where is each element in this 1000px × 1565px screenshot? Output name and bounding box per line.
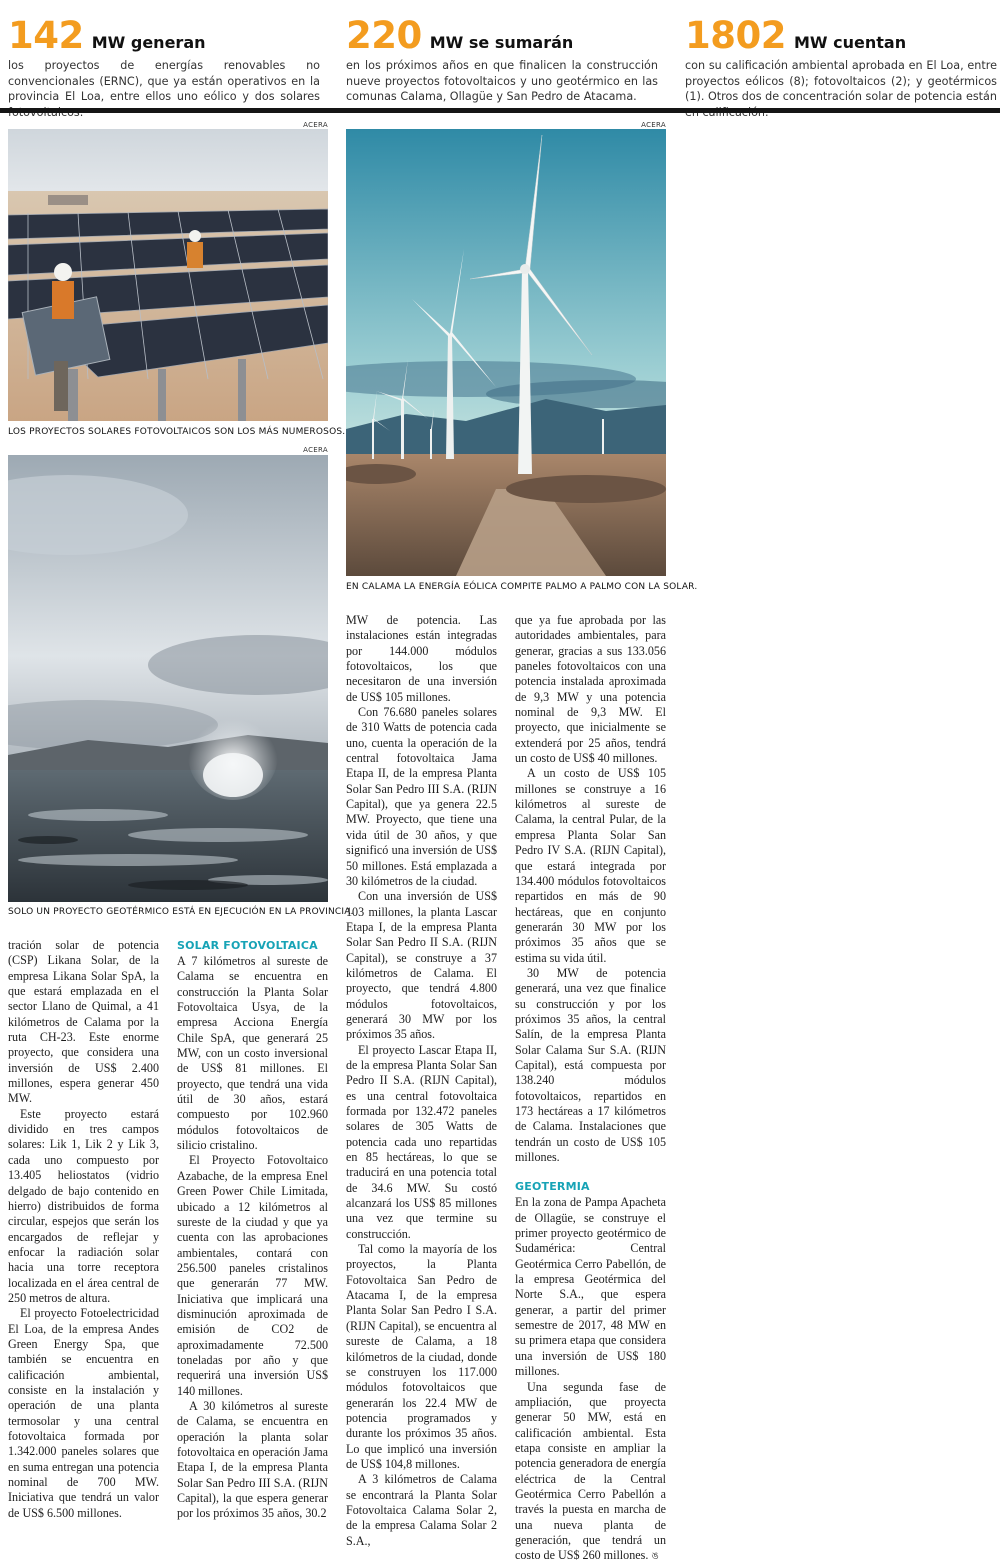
end-mark-icon: ঙ <box>651 1551 659 1563</box>
paragraph: Este proyecto estará dividido en tres campos solares: Lik 1, Lik 2 y Lik 3, cada uno compuesto por 13.405 heliostatos (vidrio delgado de bajo contenido en hierro) distribuidos de forma circular, espejos que serán los encargados de reflejar y enfocar la radiación solar hacia una torre receptora localizada en el área central de 250 metros de altura. <box>8 1106 159 1305</box>
photo-caption: LOS PROYECTOS SOLARES FOTOVOLTAICOS SON LOS MÁS NUMEROSOS. <box>8 427 346 437</box>
paragraph: que ya fue aprobada por las autoridades ambientales, para generar, gracias a sus 133.056 paneles fotovoltaicos con una potencia instalada aproximada de 9,3 MW y una potencia nominal de 9,3 MW. El proyecto, que inicialmente se extenderá por 25 años, tendrá un costo de US$ 40 millones. <box>515 613 666 766</box>
paragraph: A 7 kilómetros al sureste de Calama se encuentra en construcción la Planta Solar Fotovoltaica Usya, de la empresa Acciona Energía Chile SpA, que generará 25 MW, con un costo inversional de US$ 81 millones. El proyecto, que tendrá una vida útil de 30 años, estará compuesto por 102.960 módulos fotovoltaicos de silicio cristalino. <box>177 954 328 1153</box>
paragraph: A 30 kilómetros al sureste de Calama, se encuentra en operación la planta solar fotovoltaica en operación Jama Etapa I, de la empresa Planta Solar San Pedro III S.A. (RIJN Capital), la que espera generar por los próximos 35 años, 30.2 <box>177 1398 328 1521</box>
paragraph: A 3 kilómetros de Calama se encontrará la Planta Solar Fotovoltaica Calama Solar 2, de la empresa Calama Solar 2 S.A., <box>346 1472 497 1548</box>
stat-description: en los próximos años en que finalicen la construcción nueve proyectos fotovoltaicos y uno geotérmico en las comunas Calama, Ollagüe y San Pedro de Atacama. <box>346 59 658 103</box>
stat-number: 1802 <box>685 14 786 57</box>
photo-caption: SOLO UN PROYECTO GEOTÉRMICO ESTÁ EN EJECUCIÓN EN LA PROVINCIA. <box>8 907 354 917</box>
paragraph: El proyecto Lascar Etapa II, de la empresa Planta Solar San Pedro II S.A. (RIJN Capital), es una central fotovoltaica formada por 132.472 paneles solares de 305 Watts de potencia cada uno repartidas en 85 hectáreas, lo que se traducirá en una potencia total de 34.6 MW. Su costó alcanzará los US$ 85 millones una vez que termine su construcción. <box>346 1042 497 1241</box>
paragraph: El proyecto Fotoelectricidad El Loa, de la empresa Andes Green Energy Spa, que también se encuentra en calificación ambiental, consiste en la instalación y operación de una planta termosolar y una central fotovoltaica formada por 1.342.000 paneles solares que en suma entregan una potencia nominal de 700 MW. Iniciativa que tendrá un valor de US$ 6.500 millones. <box>8 1306 159 1520</box>
geyser-photo <box>8 455 328 902</box>
stat-number: 220 <box>346 14 422 57</box>
stat-block-3 <box>685 14 997 120</box>
photo-caption: EN CALAMA LA ENERGÍA EÓLICA COMPITE PALMO A PALMO CON LA SOLAR. <box>346 582 698 592</box>
paragraph <box>515 1380 666 1565</box>
photo-credit: ACERA <box>303 121 328 129</box>
stat-label: MW generan <box>91 33 206 52</box>
paragraph: Con 76.680 paneles solares de 310 Watts de potencia cada uno, cuenta la operación de la central fotovoltaica Jama Etapa II, de la empresa Planta Solar San Pedro III S.A. (RIJN Capital), que ya genera 22.5 MW. Proyecto, que tiene una vida útil de 30 años, y que significó una inversión de US$ 50 millones. Está emplazada a 30 kilómetros de la ciudad. <box>346 705 497 888</box>
stat-label: MW cuentan <box>793 33 907 52</box>
paragraph: Tal como la mayoría de los proyectos, la Planta Fotovoltaica San Pedro de Atacama I, de la empresa Planta Solar San Pedro I S.A. (RIJN Capital), se encuentra al sureste de Calama, a 18 kilómetros de la ciudad, donde se construyen los 117.000 módulos fotovoltaicos que generarán los 22.4 MW de potencia programados y durante los próximos 35 años. Lo que implicó una inversión de US$ 104,8 millones. <box>346 1242 497 1471</box>
stat-block-1 <box>8 14 320 120</box>
photo-credit: ACERA <box>641 121 666 129</box>
wind-turbine-photo <box>346 129 666 576</box>
section-divider <box>0 108 1000 113</box>
paragraph-text: Una segunda fase de ampliación, que proyecta generar 50 MW, está en calificación ambiental. Esta etapa consiste en ampliar la potencia generadora de energía eléctrica de la Central Geotérmica Cerro Pabellón a través la puesta en marcha de una nueva planta de generación, que tendrá un costo de US$ 260 millones. <box>515 1379 666 1563</box>
paragraph: A un costo de US$ 105 millones se construye a 16 kilómetros al sureste de Calama, la central Pular, de la empresa Planta Solar San Pedro IV S.A. (RIJN Capital), que estará integrada por 134.400 módulos fotovoltaicos repartidos en más de 90 hectáreas, que en conjunto generarán 30 MW por los próximos 35 años que se estima su vida útil. <box>515 766 666 965</box>
section-heading: SOLAR FOTOVOLTAICA <box>177 939 318 952</box>
solar-photo <box>8 129 328 421</box>
paragraph: El Proyecto Fotovoltaico Azabache, de la empresa Enel Green Power Chile Limitada, ubicado a 12 kilómetros al sureste de la ciudad y que ya cuenta con las aprobaciones ambientales, contará con 256.500 paneles cristalinos que generarán 77 MW. Iniciativa que implicará una disminución aproximada de emisión de CO2 de aproximadamente 72.500 toneladas por año y que requerirá una inversión US$ 140 millones. <box>177 1153 328 1398</box>
article-column-4 <box>515 613 666 1565</box>
photo-credit: ACERA <box>303 446 328 454</box>
paragraph: En la zona de Pampa Apacheta de Ollagüe, se construye el primer proyecto geotérmico de Sudamérica: Central Geotérmica Cerro Pabellón, de la empresa Geotérmica del Norte S.A., que espera generar, a partir del primer semestre de 2017, 48 MW en su primera etapa que considera una inversión de US$ 180 millones. <box>515 1195 666 1379</box>
article-column-3 <box>346 613 497 1549</box>
paragraph: Con una inversión de US$ 103 millones, la planta Lascar Etapa I, de la empresa Planta Solar San Pedro II S.A. (RIJN Capital), se construye a 37 kilómetros de Calama. El proyecto, que tendrá 4.800 módulos fotovoltaicos, generará 30 MW por los próximos 35 años. <box>346 889 497 1042</box>
stat-number: 142 <box>8 14 84 57</box>
stat-description: con su calificación ambiental aprobada en El Loa, entre proyectos eólicos (8); fotovoltaicos (2); y geotérmicos (1). Otros dos de concentración solar de potencia están <box>685 59 997 103</box>
section-heading: GEOTERMIA <box>515 1180 590 1194</box>
article-column-2 <box>177 938 328 1522</box>
paragraph: MW de potencia. Las instalaciones están integradas por 144.000 módulos fotovoltaicos, los que necesitaron de una inversión de US$ 105 millones. <box>346 613 497 704</box>
paragraph: tración solar de potencia (CSP) Likana Solar, de la empresa Likana Solar SpA, la que estará emplazada en el sector Llano de Quimal, a 41 kilómetros de Calama por la ruta CH-23. Este enorme proyecto, que considera una inversión de US$ 2.400 millones, espera generar 450 MW. <box>8 938 159 1106</box>
article-column-1 <box>8 938 159 1521</box>
stat-description: los proyectos de energías renovables no convencionales (ERNC), que ya están operativos en la provincia El Loa, entre ellos uno eólico y dos solares <box>8 59 320 103</box>
stat-block-2 <box>346 14 658 105</box>
paragraph: 30 MW de potencia generará, una vez que finalice su construcción y por los próximos 35 años, la central Salín, de la empresa Planta Solar Calama Sur S.A. (RIJN Capital), está compuesta por 138.240 módulos fotovoltaicos, repartidos en 173 hectáreas a 17 kilómetros de Calama. Instalaciones que tendrán un costo de US$ 105 millones. <box>515 965 666 1165</box>
stat-label: MW se sumarán <box>429 33 574 52</box>
